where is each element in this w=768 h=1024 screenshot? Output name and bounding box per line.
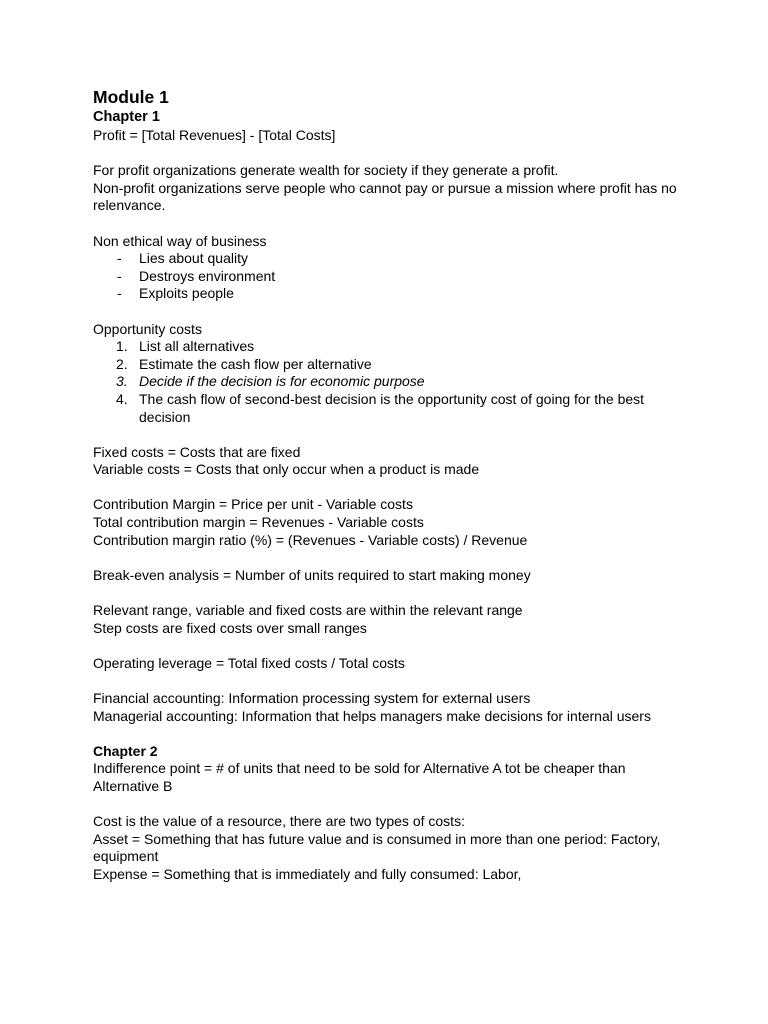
list-item: - Exploits people	[93, 285, 683, 303]
non-profit-text: Non-profit organizations serve people who cannot pay or pursue a mission where profit has no relenvance.	[93, 179, 677, 214]
list-item: - Lies about quality	[93, 250, 683, 268]
non-ethical-list	[93, 250, 683, 303]
relevant-range-text: Relevant range, variable and fixed costs are within the relevant range	[93, 602, 523, 619]
list-number: 3.	[116, 373, 128, 390]
list-text: Estimate the cash flow per alternative	[139, 355, 372, 372]
opportunity-list	[93, 338, 683, 426]
list-text: The cash flow of second-best decision is the opportunity cost of going for the best decision	[139, 390, 645, 425]
total-contribution-text: Total contribution margin = Revenues - Variable costs	[93, 514, 424, 531]
chapter-1-title: Chapter 1	[93, 109, 160, 125]
list-number: 1.	[116, 338, 128, 355]
expense-definition-text: Expense = Something that is immediately and fully consumed: Labor,	[93, 865, 522, 882]
financial-accounting-text: Financial accounting: Information processing system for external users	[93, 690, 531, 706]
operating-leverage-text: Operating leverage = Total fixed costs / Total costs	[93, 654, 405, 671]
break-even-text: Break-even analysis = Number of units required to start making money	[93, 566, 531, 583]
chapter-2-title: Chapter 2	[93, 742, 158, 759]
fixed-costs-text: Fixed costs = Costs that are fixed	[93, 443, 301, 460]
contribution-ratio-text: Contribution margin ratio (%) = (Revenues - Variable costs) / Revenue	[93, 531, 528, 548]
profit-formula: Profit = [Total Revenues] - [Total Costs]	[93, 127, 336, 143]
non-ethical-heading: Non ethical way of business	[93, 232, 267, 249]
list-text: List all alternatives	[139, 338, 255, 355]
list-item: - Destroys environment	[93, 268, 683, 286]
cost-definition-text: Cost is the value of a resource, there are two types of costs:	[93, 813, 465, 830]
list-item	[93, 338, 683, 356]
indifference-point-text: Indifference point = # of units that need to be sold for Alternative A tot be cheaper than Alternative B	[93, 760, 626, 794]
opportunity-heading: Opportunity costs	[93, 320, 202, 337]
list-item	[93, 373, 683, 391]
document-page	[93, 86, 683, 884]
for-profit-text: For profit organizations generate wealth for society if they generate a profit.	[93, 162, 559, 179]
step-costs-text: Step costs are fixed costs over small ranges	[93, 619, 367, 636]
module-title: Module 1	[93, 87, 169, 107]
list-text: Decide if the decision is for economic purpose	[139, 373, 425, 390]
list-item	[93, 356, 683, 374]
contribution-margin-text: Contribution Margin = Price per unit - Variable costs	[93, 496, 413, 513]
list-number: 4.	[116, 390, 128, 407]
asset-definition-text: Asset = Something that has future value and is consumed in more than one period: Factory, equipment	[93, 830, 661, 865]
variable-costs-text: Variable costs = Costs that only occur when a product is made	[93, 461, 480, 478]
list-number: 2.	[116, 355, 128, 372]
managerial-accounting-text: Managerial accounting: Information that helps managers make decisions for internal users	[93, 707, 651, 724]
list-item	[93, 391, 683, 426]
